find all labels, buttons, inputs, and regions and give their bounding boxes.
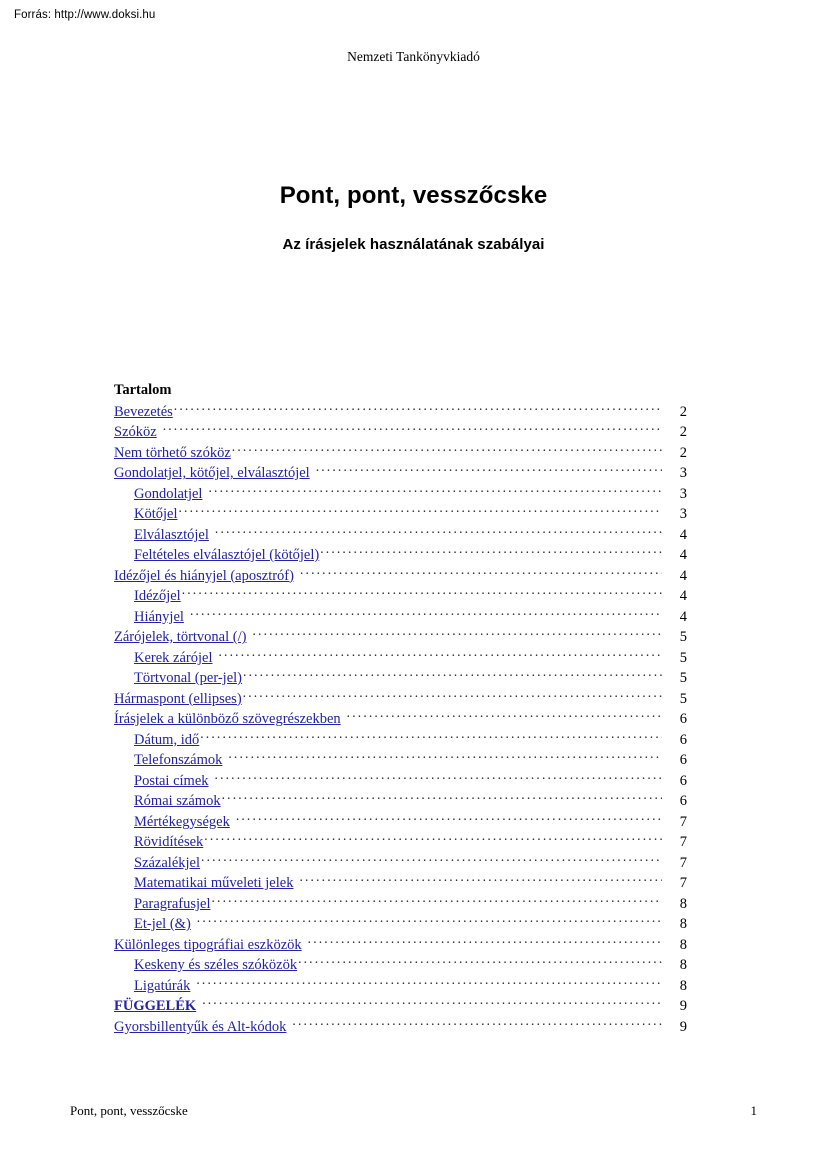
toc-dot-leader bbox=[182, 586, 662, 601]
toc-entry[interactable] bbox=[114, 914, 687, 935]
toc-entry-page-number: 4 bbox=[679, 608, 687, 625]
toc-entry-link[interactable]: Nem törhető szóköz bbox=[114, 444, 231, 461]
toc-entry[interactable] bbox=[114, 668, 687, 689]
table-of-contents bbox=[114, 381, 687, 1037]
toc-entry[interactable] bbox=[114, 811, 687, 832]
toc-entry-link[interactable]: FÜGGELÉK bbox=[114, 998, 197, 1015]
page-footer bbox=[70, 1103, 757, 1119]
toc-entry-page-number: 2 bbox=[679, 424, 687, 441]
toc-entry-link[interactable]: Gondolatjel, kötőjel, elválasztójel bbox=[114, 465, 310, 482]
toc-entry-page-number: 6 bbox=[679, 793, 687, 810]
toc-entry-link[interactable]: Százalékjel bbox=[134, 854, 201, 871]
title-block bbox=[0, 182, 827, 253]
toc-entry-page-number: 4 bbox=[679, 567, 687, 584]
toc-entry[interactable] bbox=[114, 442, 687, 463]
toc-dot-leader bbox=[208, 483, 662, 498]
toc-entry-page-number: 8 bbox=[679, 916, 687, 933]
toc-entry-page-number: 8 bbox=[679, 957, 687, 974]
toc-entry-page-number: 6 bbox=[679, 711, 687, 728]
toc-entry[interactable] bbox=[114, 422, 687, 443]
toc-dot-leader bbox=[347, 709, 662, 724]
toc-entry-link[interactable]: Mértékegységek bbox=[134, 813, 230, 830]
toc-dot-leader bbox=[316, 463, 662, 478]
toc-entry[interactable] bbox=[114, 893, 687, 914]
toc-entry[interactable] bbox=[114, 750, 687, 771]
toc-entry-page-number: 8 bbox=[679, 895, 687, 912]
toc-entry[interactable] bbox=[114, 463, 687, 484]
document-subtitle: Az írásjelek használatának szabályai bbox=[282, 235, 545, 253]
toc-entry-page-number: 6 bbox=[679, 731, 687, 748]
toc-dot-leader bbox=[243, 688, 662, 703]
toc-entry-page-number: 5 bbox=[679, 690, 687, 707]
toc-entry[interactable] bbox=[114, 852, 687, 873]
toc-entry-page-number: 9 bbox=[679, 1018, 687, 1035]
toc-list bbox=[114, 401, 687, 1037]
toc-entry-link[interactable]: Telefonszámok bbox=[134, 752, 223, 769]
toc-dot-leader bbox=[201, 852, 662, 867]
toc-entry-page-number: 4 bbox=[679, 547, 687, 564]
toc-entry[interactable] bbox=[114, 709, 687, 730]
toc-entry-page-number: 7 bbox=[679, 854, 687, 871]
toc-entry-page-number: 5 bbox=[679, 670, 687, 687]
toc-entry-link[interactable]: Gondolatjel bbox=[134, 485, 203, 502]
toc-entry-page-number: 2 bbox=[679, 403, 687, 420]
toc-entry-link[interactable]: Et-jel (&) bbox=[134, 916, 191, 933]
toc-entry-page-number: 9 bbox=[679, 998, 687, 1015]
toc-entry-page-number: 7 bbox=[679, 834, 687, 851]
toc-entry-page-number: 2 bbox=[679, 444, 687, 461]
toc-entry-link[interactable]: Kerek zárójel bbox=[134, 649, 213, 666]
toc-entry-page-number: 3 bbox=[679, 506, 687, 523]
toc-entry[interactable] bbox=[114, 606, 687, 627]
toc-entry[interactable] bbox=[114, 770, 687, 791]
toc-dot-leader bbox=[299, 873, 662, 888]
toc-entry-link[interactable]: Kötőjel bbox=[134, 506, 178, 523]
toc-dot-leader bbox=[252, 627, 662, 642]
toc-entry[interactable] bbox=[114, 996, 687, 1017]
toc-entry[interactable] bbox=[114, 688, 687, 709]
toc-dot-leader bbox=[190, 606, 662, 621]
toc-entry-link[interactable]: Írásjelek a különböző szövegrészekben bbox=[114, 711, 341, 728]
toc-entry-link[interactable]: Idézőjel bbox=[134, 588, 181, 605]
toc-dot-leader bbox=[163, 422, 662, 437]
footer-document-title: Pont, pont, vesszőcske bbox=[70, 1103, 188, 1118]
toc-entry-page-number: 3 bbox=[679, 465, 687, 482]
toc-entry-page-number: 4 bbox=[679, 526, 687, 543]
toc-entry-page-number: 5 bbox=[679, 629, 687, 646]
toc-dot-leader bbox=[236, 811, 662, 826]
toc-entry-link[interactable]: Hármaspont (ellipses) bbox=[114, 690, 242, 707]
toc-entry-link[interactable]: Feltételes elválasztójel (kötőjel) bbox=[134, 547, 320, 564]
toc-entry[interactable] bbox=[114, 483, 687, 504]
toc-entry-page-number: 4 bbox=[679, 588, 687, 605]
toc-entry-link[interactable]: Különleges tipográfiai eszközök bbox=[114, 936, 302, 953]
toc-entry-page-number: 5 bbox=[679, 649, 687, 666]
toc-entry-page-number: 6 bbox=[679, 772, 687, 789]
toc-entry[interactable] bbox=[114, 647, 687, 668]
toc-dot-leader bbox=[292, 1016, 662, 1031]
toc-entry-link[interactable]: Ligatúrák bbox=[134, 977, 191, 994]
toc-dot-leader bbox=[212, 893, 663, 908]
toc-dot-leader bbox=[196, 975, 662, 990]
toc-dot-leader bbox=[222, 791, 662, 806]
toc-entry-page-number: 3 bbox=[679, 485, 687, 502]
toc-dot-leader bbox=[228, 750, 662, 765]
toc-dot-leader bbox=[197, 914, 662, 929]
toc-dot-leader bbox=[219, 647, 663, 662]
toc-entry-link[interactable]: Bevezetés bbox=[114, 403, 173, 420]
toc-entry-link[interactable]: Gyorsbillentyűk és Alt-kódok bbox=[114, 1018, 287, 1035]
toc-entry-link[interactable]: Törtvonal (per-jel) bbox=[134, 670, 243, 687]
toc-dot-leader bbox=[202, 996, 662, 1011]
toc-entry-link[interactable]: Postai címek bbox=[134, 772, 209, 789]
publisher-name: Nemzeti Tankönyvkiadó bbox=[347, 49, 480, 64]
toc-heading: Tartalom bbox=[114, 382, 172, 398]
toc-dot-leader bbox=[300, 565, 662, 580]
toc-entry-link[interactable]: Római számok bbox=[134, 793, 221, 810]
toc-dot-leader bbox=[232, 442, 662, 457]
toc-entry-page-number: 8 bbox=[679, 936, 687, 953]
toc-entry[interactable] bbox=[114, 729, 687, 750]
toc-entry-link[interactable]: Zárójelek, törtvonal (/) bbox=[114, 629, 247, 646]
document-title: Pont, pont, vesszőcske bbox=[279, 182, 548, 209]
toc-entry-link[interactable]: Dátum, idő bbox=[134, 731, 200, 748]
toc-entry-link[interactable]: Idézőjel és hiányjel (aposztróf) bbox=[114, 567, 294, 584]
toc-entry[interactable] bbox=[114, 401, 687, 422]
toc-entry[interactable] bbox=[114, 504, 687, 525]
toc-entry[interactable] bbox=[114, 955, 687, 976]
footer-page-number: 1 bbox=[750, 1103, 757, 1118]
toc-dot-leader bbox=[174, 401, 662, 416]
toc-entry-page-number: 7 bbox=[679, 813, 687, 830]
toc-dot-leader bbox=[298, 955, 662, 970]
toc-dot-leader bbox=[179, 504, 663, 519]
toc-entry-link[interactable]: Matematikai műveleti jelek bbox=[134, 875, 294, 892]
toc-entry[interactable] bbox=[114, 545, 687, 566]
toc-entry-page-number: 7 bbox=[679, 875, 687, 892]
toc-entry-link[interactable]: Rövidítések bbox=[134, 834, 204, 851]
toc-entry[interactable] bbox=[114, 565, 687, 586]
toc-entry[interactable] bbox=[114, 791, 687, 812]
toc-entry[interactable] bbox=[114, 873, 687, 894]
toc-dot-leader bbox=[200, 729, 662, 744]
toc-entry[interactable] bbox=[114, 975, 687, 996]
toc-entry-page-number: 8 bbox=[679, 977, 687, 994]
toc-entry[interactable] bbox=[114, 832, 687, 853]
toc-entry[interactable] bbox=[114, 586, 687, 607]
toc-entry[interactable] bbox=[114, 524, 687, 545]
toc-dot-leader bbox=[320, 545, 662, 560]
toc-dot-leader bbox=[308, 934, 662, 949]
toc-entry[interactable] bbox=[114, 1016, 687, 1037]
toc-dot-leader bbox=[215, 770, 662, 785]
toc-entry[interactable] bbox=[114, 627, 687, 648]
toc-dot-leader bbox=[204, 832, 662, 847]
toc-entry-page-number: 6 bbox=[679, 752, 687, 769]
source-watermark: Forrás: http://www.doksi.hu bbox=[14, 9, 156, 21]
toc-entry[interactable] bbox=[114, 934, 687, 955]
toc-entry-link[interactable]: Szóköz bbox=[114, 424, 157, 441]
toc-entry-link[interactable]: Hiányjel bbox=[134, 608, 184, 625]
toc-dot-leader bbox=[215, 524, 662, 539]
toc-entry-link[interactable]: Keskeny és széles szóközök bbox=[134, 957, 298, 974]
toc-dot-leader bbox=[243, 668, 662, 683]
toc-entry-link[interactable]: Elválasztójel bbox=[134, 526, 209, 543]
toc-entry-link[interactable]: Paragrafusjel bbox=[134, 895, 211, 912]
